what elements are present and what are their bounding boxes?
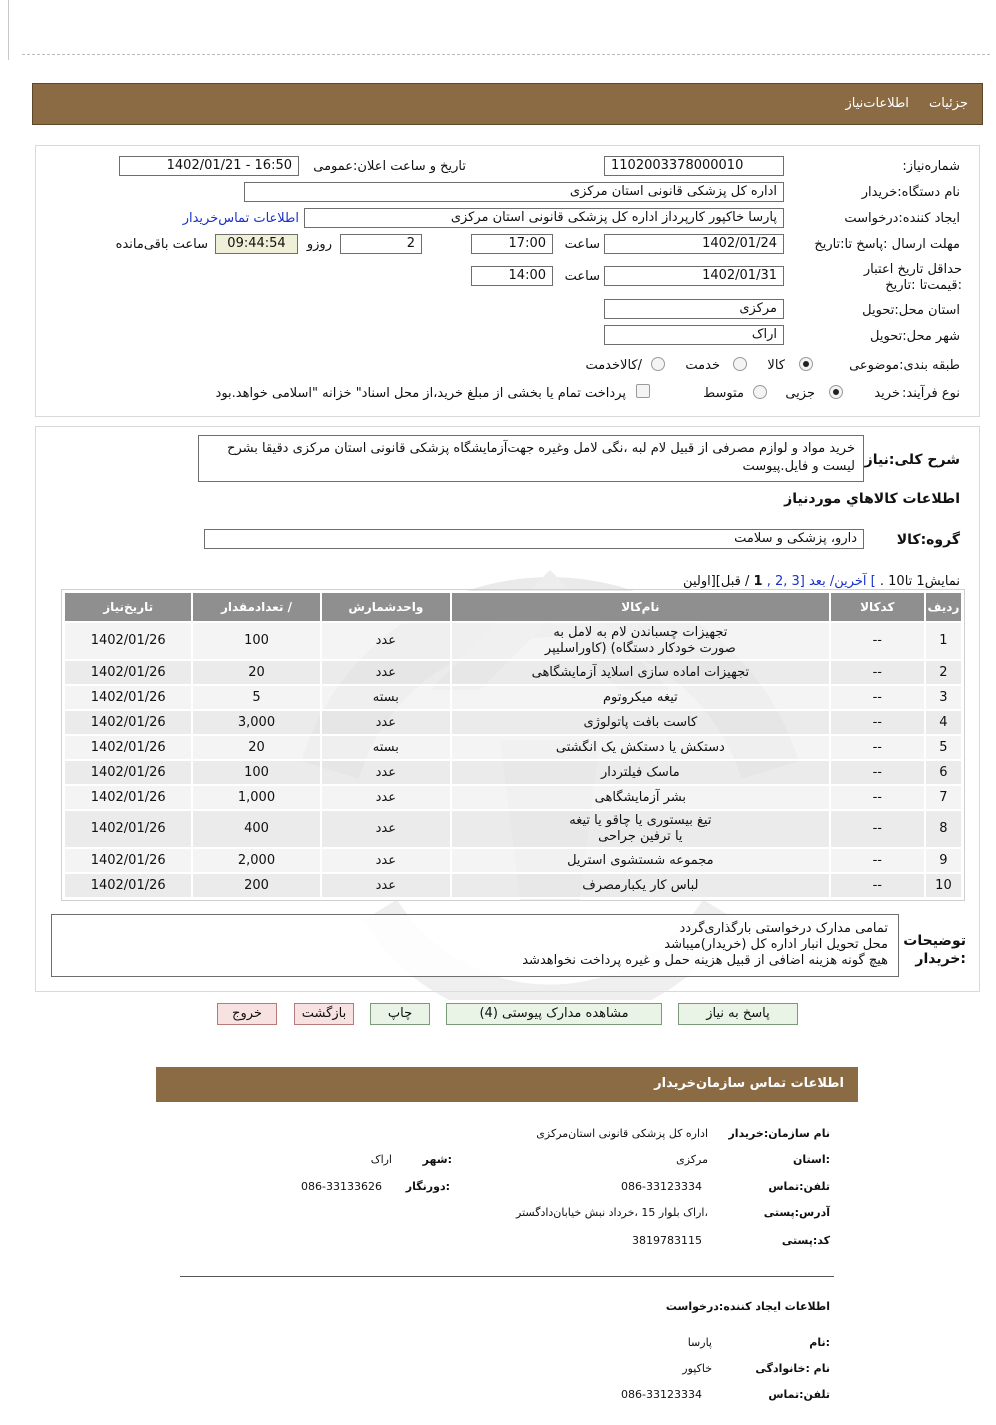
days-label: روزو (306, 237, 332, 252)
city-label: شهر محل:تحویل (870, 329, 960, 344)
cell-name (451, 735, 830, 760)
cell-qty: 1,000 (192, 785, 320, 810)
pager-suffix[interactable]: / قبل][اولین (683, 574, 750, 589)
need-number-field: 1102003378000010 (604, 156, 784, 176)
treasury-payment-checkbox[interactable] (636, 384, 650, 398)
need-summary-label: شرح کلی:نیاز (864, 452, 960, 468)
col-header-unit: واحدشمارش (321, 592, 451, 622)
cell-row-num: 3 (925, 685, 962, 710)
cell-date: 1402/01/26 (64, 622, 192, 660)
goods-info-heading: اطلاعات کالاهاي مورد‌نياز (784, 491, 960, 507)
cell-unit: عدد (321, 873, 451, 898)
item-name-line1: مجموعه شستشوی استریل (567, 852, 714, 868)
cell-unit: عدد (321, 760, 451, 785)
item-name-line1: لباس کار یکبارمصرف (582, 877, 699, 893)
buyer-org-contact-header: اطلاعات تماس سازمان‌خریدار (156, 1067, 858, 1102)
print-button[interactable]: چاپ (370, 1003, 430, 1025)
cell-qty: 3,000 (192, 710, 320, 735)
org-phone-label: تلفن:تماس (768, 1180, 830, 1193)
days-field: 2 (340, 234, 422, 254)
cell-unit: عدد (321, 785, 451, 810)
creator-phone-value: 086-33123334 (621, 1388, 702, 1401)
tab-details[interactable]: جزئیات (929, 96, 968, 111)
col-header-name: نام‌کالا (451, 592, 830, 622)
radio-goods[interactable] (799, 357, 813, 371)
cell-date: 1402/01/26 (64, 873, 192, 898)
cell-code: -- (830, 785, 925, 810)
cell-row-num: 10 (925, 873, 962, 898)
province-field: مرکزی (604, 299, 784, 319)
treasury-payment-note: پرداخت تمام یا بخشی از مبلغ خرید،از محل اسناد" خزانه "اسلامی خواهد.بود (215, 386, 626, 401)
cell-name (451, 660, 830, 685)
validity-date-field: 1402/01/31 (604, 266, 784, 286)
cell-date: 1402/01/26 (64, 710, 192, 735)
cell-code: -- (830, 660, 925, 685)
cell-unit: بسته (321, 685, 451, 710)
cell-qty: 20 (192, 660, 320, 685)
item-name-line1: دستکش یا دستکش یک انگشتی (555, 739, 725, 755)
cell-unit: عدد (321, 622, 451, 660)
cell-row-num: 2 (925, 660, 962, 685)
radio-goods-service[interactable] (651, 357, 665, 371)
creator-family-label: نام :خانوادگی (755, 1362, 830, 1375)
radio-service[interactable] (733, 357, 747, 371)
buyer-notes-label (903, 932, 966, 968)
cell-qty: 100 (192, 760, 320, 785)
item-name-line1: ماسک فیلتردار (600, 764, 680, 780)
cell-name (451, 810, 830, 848)
radio-medium[interactable] (753, 385, 767, 399)
creator-info-title: اطلاعات ایجاد کننده:درخواست (665, 1300, 830, 1313)
item-name-line1: بشر آزمایشگاهی (594, 789, 687, 805)
org-province-label: :استان (793, 1153, 830, 1166)
pager (683, 574, 960, 589)
deadline-time-label: ساعت (564, 237, 600, 252)
cell-unit: بسته (321, 735, 451, 760)
cell-qty: 5 (192, 685, 320, 710)
cell-code: -- (830, 760, 925, 785)
org-section-divider (180, 1276, 834, 1277)
cell-code: -- (830, 685, 925, 710)
table-row (64, 760, 962, 785)
need-summary-box: خرید مواد و لوازم مصرفی از قبیل لام لبه ،نگی لامل وغیره جهت‌آزمایشگاه پزشکی قانونی استان مرکزی دقیقا بشرح لیست و فایل.پیوست (198, 435, 864, 482)
table-row (64, 735, 962, 760)
buyer-org-label: نام دستگاه:خریدار (861, 185, 960, 200)
cell-name (451, 873, 830, 898)
cell-code: -- (830, 848, 925, 873)
cell-name (451, 848, 830, 873)
cell-unit: عدد (321, 710, 451, 735)
deadline-label: مهلت ارسال :پاسخ تا:تاریخ (814, 237, 960, 252)
cell-row-num: 1 (925, 622, 962, 660)
org-province-value: مرکزی (676, 1153, 708, 1166)
exit-button[interactable]: خروج (217, 1003, 277, 1025)
table-row (64, 873, 962, 898)
process-buy-label: خرید (874, 386, 900, 401)
creator-phone-label: تلفن:تماس (768, 1388, 830, 1401)
item-name-line2: صورت خودکار دستگاه) (کاوراسلیپر (544, 641, 736, 656)
cell-unit: عدد (321, 660, 451, 685)
cell-date: 1402/01/26 (64, 760, 192, 785)
cell-row-num: 9 (925, 848, 962, 873)
goods-group-field: دارو، پزشکی و سلامت (204, 529, 864, 549)
cell-row-num: 8 (925, 810, 962, 848)
category-label: طبقه بندی:موضوعی (849, 358, 960, 373)
table-row (64, 660, 962, 685)
cell-row-num: 4 (925, 710, 962, 735)
cell-date: 1402/01/26 (64, 785, 192, 810)
radio-goods-service-label: /کالاخدمت (585, 358, 642, 373)
buyer-note-2: محل تحویل انبار اداره کل (خریدار)میباشد (664, 937, 888, 952)
table-row (64, 785, 962, 810)
cell-qty: 20 (192, 735, 320, 760)
remaining-label: ساعت باقی‌مانده (115, 237, 208, 252)
left-edge-line (8, 0, 9, 60)
cell-row-num: 5 (925, 735, 962, 760)
city-field: اراک (604, 325, 784, 345)
goods-table-wrapper (61, 589, 965, 901)
col-header-qty: / تعداد‌مقدار (192, 592, 320, 622)
org-fax-value: 086-33133626 (301, 1180, 382, 1193)
cell-code: -- (830, 735, 925, 760)
announce-date-field: 1402/01/21 - 16:50 (119, 156, 299, 176)
org-address-label: آدرس:پستی (763, 1206, 830, 1219)
goods-group-label: گروه:کالا (896, 532, 960, 548)
validity-label: حداقل تاریخ اعتبار :قیمت‌تا :تاریخ (863, 262, 962, 293)
need-number-label: شماره‌نیاز: (902, 159, 960, 174)
cell-qty: 200 (192, 873, 320, 898)
org-postal-value: 3819783115 (632, 1234, 702, 1247)
buyer-org-field: اداره کل پزشکی قانونی استان مرکزی (244, 182, 784, 202)
item-name-line1: تیغه میکروتوم (602, 689, 678, 705)
deadline-time-field: 17:00 (471, 234, 553, 254)
cell-qty: 400 (192, 810, 320, 848)
col-header-code: کدکالا (830, 592, 925, 622)
cell-code: -- (830, 710, 925, 735)
col-header-date: تاریخ‌نیاز (64, 592, 192, 622)
pager-links[interactable]: ] آخرین/ بعد [3 ,2 , (766, 574, 876, 589)
item-name-line1: کاست بافت پاتولوژی (583, 714, 698, 730)
pager-prefix: نمایش1 تا10 . (879, 574, 960, 589)
cell-unit: عدد (321, 848, 451, 873)
table-row (64, 710, 962, 735)
process-type-label: نوع فرآیند: (902, 386, 960, 401)
org-city-value: اراک (370, 1153, 392, 1166)
org-city-label: :شهر (422, 1153, 452, 1166)
cell-row-num: 7 (925, 785, 962, 810)
cell-row-num: 6 (925, 760, 962, 785)
org-address-value: ،اراک بلوار 15 ،خرداد نبش خیابان‌دادگستر (516, 1206, 708, 1219)
back-button[interactable]: بازگشت (294, 1003, 354, 1025)
pager-current: 1 (753, 574, 763, 589)
cell-code: -- (830, 873, 925, 898)
creator-family-value: خاکپور (682, 1362, 712, 1375)
cell-date: 1402/01/26 (64, 735, 192, 760)
table-row (64, 622, 962, 660)
org-name-label: نام سازمان:خریدار (728, 1127, 830, 1140)
announce-label: تاریخ و ساعت اعلان:عمومی (313, 159, 466, 174)
item-name-line1: تیغ بیستوری یا چاقو یا تیغه (569, 813, 712, 828)
cell-qty: 100 (192, 622, 320, 660)
buyer-note-1: تمامی مدارک درخواستی بارگذاری‌گردد (679, 921, 888, 936)
col-header-row-num: ردیف (925, 592, 962, 622)
table-row (64, 810, 962, 848)
cell-date: 1402/01/26 (64, 848, 192, 873)
creator-name-label: :نام (809, 1336, 830, 1349)
reply-button[interactable]: پاسخ به نیاز (678, 1003, 798, 1025)
radio-goods-label: کالا (767, 358, 785, 373)
cell-date: 1402/01/26 (64, 685, 192, 710)
item-name-line2: یا ترفین جراحی (598, 829, 683, 844)
creator-name-value: پارسا (687, 1336, 712, 1349)
cell-qty: 2,000 (192, 848, 320, 873)
buyer-notes-label-line2: :خریدار (915, 951, 966, 967)
validity-time-label: ساعت (564, 269, 600, 284)
remaining-time-field: 09:44:54 (215, 234, 298, 254)
org-name-value: اداره کل پزشکی قانونی استان‌مرکزی (536, 1127, 708, 1140)
cell-date: 1402/01/26 (64, 810, 192, 848)
cell-name (451, 785, 830, 810)
buyer-notes-label-line1: توضیحات (903, 933, 966, 949)
cell-date: 1402/01/26 (64, 660, 192, 685)
view-attachments-button[interactable]: مشاهده مدارک پیوستی (4) (446, 1003, 662, 1025)
buyer-note-3: هیچ گونه هزینه اضافی از قبیل هزینه حمل و غیره پرداخت نخواهدشد (522, 953, 888, 968)
cell-name (451, 685, 830, 710)
table-header-row (64, 592, 962, 622)
goods-table (63, 591, 963, 899)
cell-code: -- (830, 622, 925, 660)
cell-name (451, 760, 830, 785)
radio-medium-label: متوسط (703, 386, 744, 401)
radio-partial-label: جزیی (785, 386, 815, 401)
creator-label: ایجاد کننده:درخواست (844, 211, 960, 226)
radio-partial[interactable] (829, 385, 843, 399)
validity-time-field: 14:00 (471, 266, 553, 286)
table-row (64, 685, 962, 710)
radio-service-label: خدمت (685, 358, 720, 373)
cell-name (451, 710, 830, 735)
cell-name (451, 622, 830, 660)
table-row (64, 848, 962, 873)
cell-unit: عدد (321, 810, 451, 848)
tab-need-info[interactable]: اطلاعات‌نیاز (845, 96, 909, 111)
org-fax-label: :دورنگار (405, 1180, 450, 1193)
org-phone-value: 086-33123334 (621, 1180, 702, 1193)
deadline-date-field: 1402/01/24 (604, 234, 784, 254)
province-label: استان محل:تحویل (862, 303, 960, 318)
org-postal-label: کد:پستی (781, 1234, 830, 1247)
top-dashed-divider (22, 54, 990, 55)
cell-code: -- (830, 810, 925, 848)
need-details-header (32, 83, 983, 125)
buyer-notes-box (51, 914, 899, 977)
item-name-line1: تجهیزات چسباندن لام به لامل به (553, 625, 728, 640)
creator-field: پارسا خاکپور کارپرداز اداره کل پزشکی قانونی استان مرکزی (304, 208, 784, 228)
item-name-line1: تجهیزات اماده سازی اسلاید آزمایشگاهی (531, 664, 750, 680)
buyer-contact-link[interactable]: اطلاعات تماس‌خریدار (182, 211, 299, 226)
